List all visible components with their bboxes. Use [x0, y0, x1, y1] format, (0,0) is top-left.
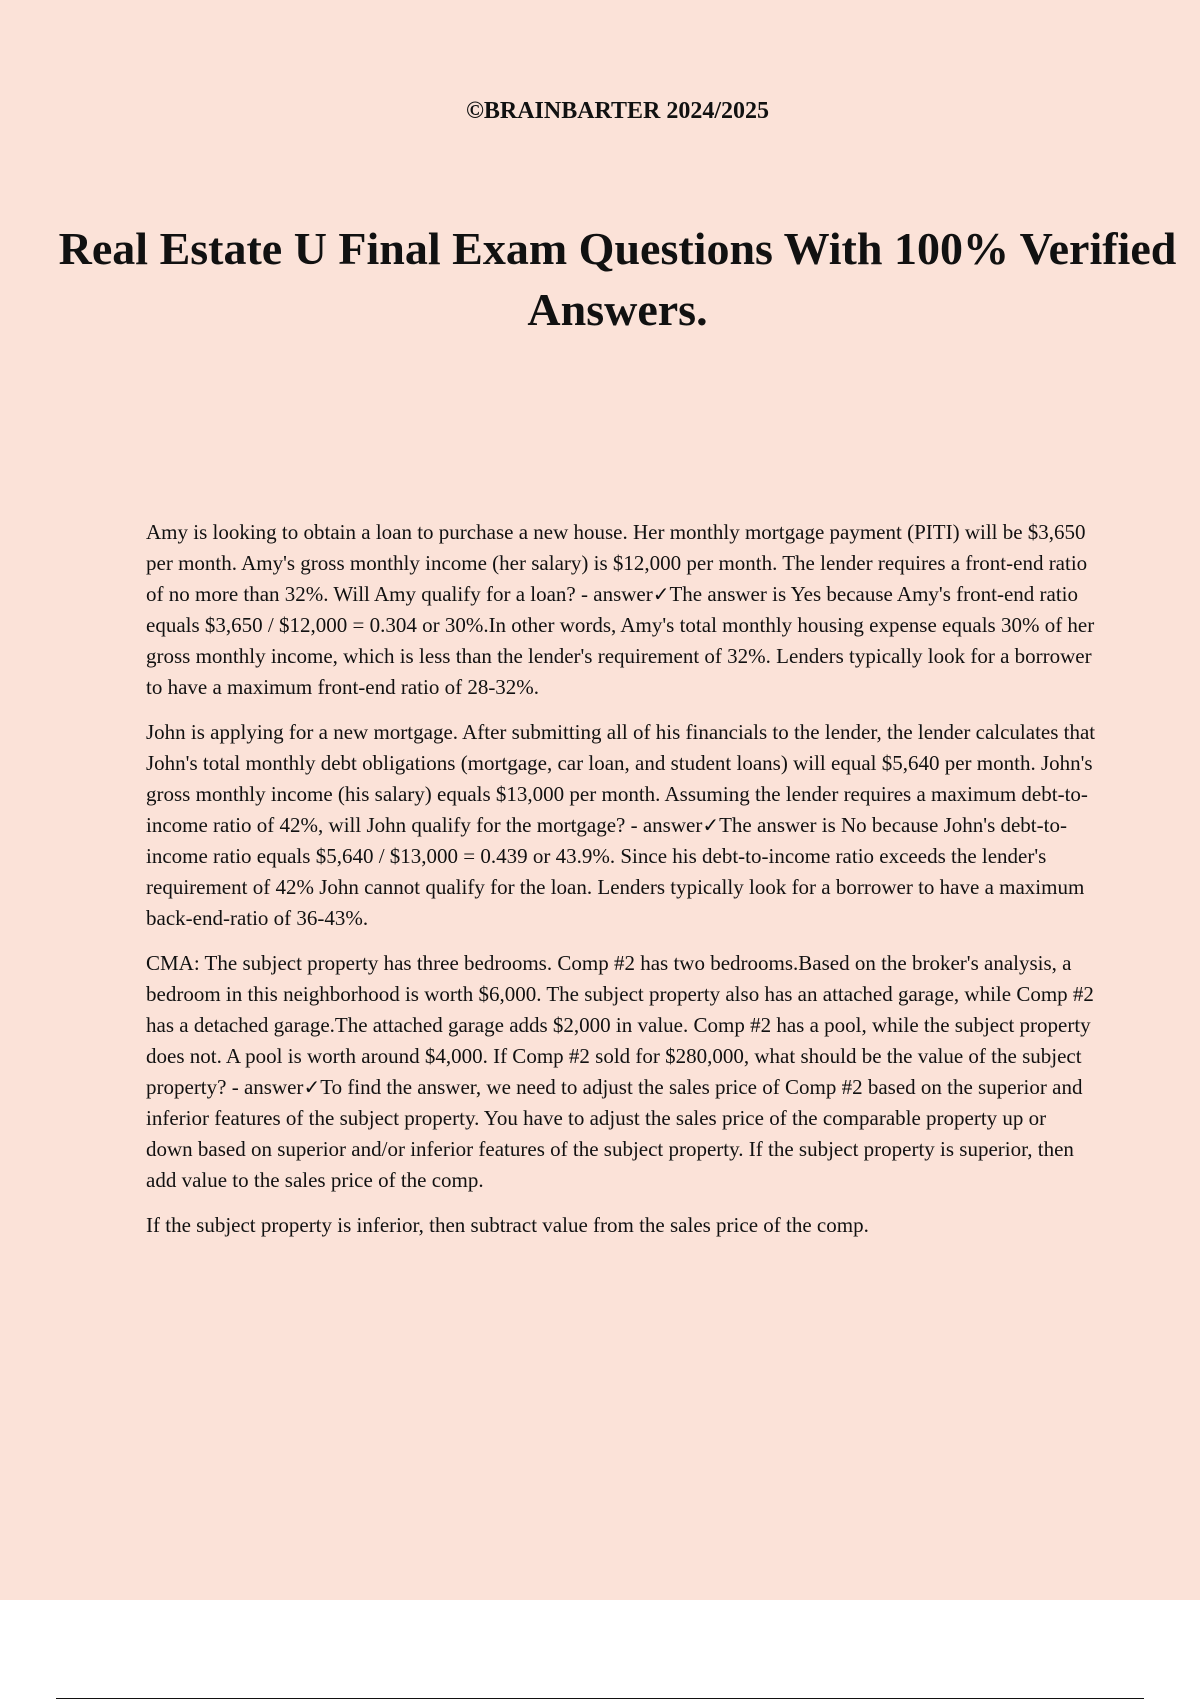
page-title: Real Estate U Final Exam Questions With 100% Verified Answers. [58, 223, 1177, 335]
qa-item-1 [146, 517, 1096, 703]
footer-divider [56, 1698, 1144, 1699]
qa-item-2 [146, 717, 1096, 934]
answer-text: The answer is Yes because Amy's front-end ratio equals $3,650 / $12,000 = 0.304 or 30%.In other words, Amy's total monthly housing expense equals 30% of her gross monthly income, which is less than the lender's requirement of 32%. Lenders typically look for a borrower to have a maximum front-end ratio of 28-32%. [146, 582, 1095, 699]
question-text: John is applying for a new mortgage. After submitting all of his financials to the lender, the lender calculates that John's total monthly debt obligations (mortgage, car loan, and student loans) will equal $5,640 per month. John's gross monthly income (his salary) equals $13,000 per month. Assuming the lender requires a maximum debt-to-income ratio of 42%, will John qualify for the mortgage? - answer [146, 720, 1096, 837]
qa-item-3 [146, 948, 1096, 1196]
question-text: Amy is looking to obtain a loan to purchase a new house. Her monthly mortgage payment (PITI) will be $3,650 per month. Amy's gross monthly income (her salary) is $12,000 per month. The lender requires a front-end ratio of no more than 32%. Will Amy qualify for a loan? - answer [146, 520, 1088, 606]
closing-paragraph: If the subject property is inferior, then subtract value from the sales price of the comp. [146, 1213, 869, 1237]
answer-text: The answer is No because John's debt-to-income ratio equals $5,640 / $13,000 = 0.439 or 43.9%. Since his debt-to-income ratio exceeds the lender's requirement of 42% John cannot qualify for the loan. Lenders typically look for a borrower to have a maximum back-end-ratio of 36-43%. [146, 813, 1085, 930]
copyright-header: ©BRAINBARTER 2024/2025 [465, 98, 770, 124]
qa-content [146, 517, 1096, 1255]
check-mark-icon: ✓ [303, 1075, 321, 1099]
answer-text: To find the answer, we need to adjust the sales price of Comp #2 based on the superior and inferior features of the subject property. You have to adjust the sales price of the comparable property up or down based on superior and/or inferior features of the subject property. If the subject property is superior, then add value to the sales price of the comp. [146, 1075, 1083, 1192]
question-text: CMA: The subject property has three bedrooms. Comp #2 has two bedrooms.Based on the broker's analysis, a bedroom in this neighborhood is worth $6,000. The subject property also has an attached garage, while Comp #2 has a detached garage.The attached garage adds $2,000 in value. Comp #2 has a pool, while the subject property does not. A pool is worth around $4,000. If Comp #2 sold for $280,000, what should be the value of the subject property? - answer [146, 951, 1094, 1099]
check-mark-icon: ✓ [702, 813, 720, 837]
check-mark-icon: ✓ [652, 582, 670, 606]
